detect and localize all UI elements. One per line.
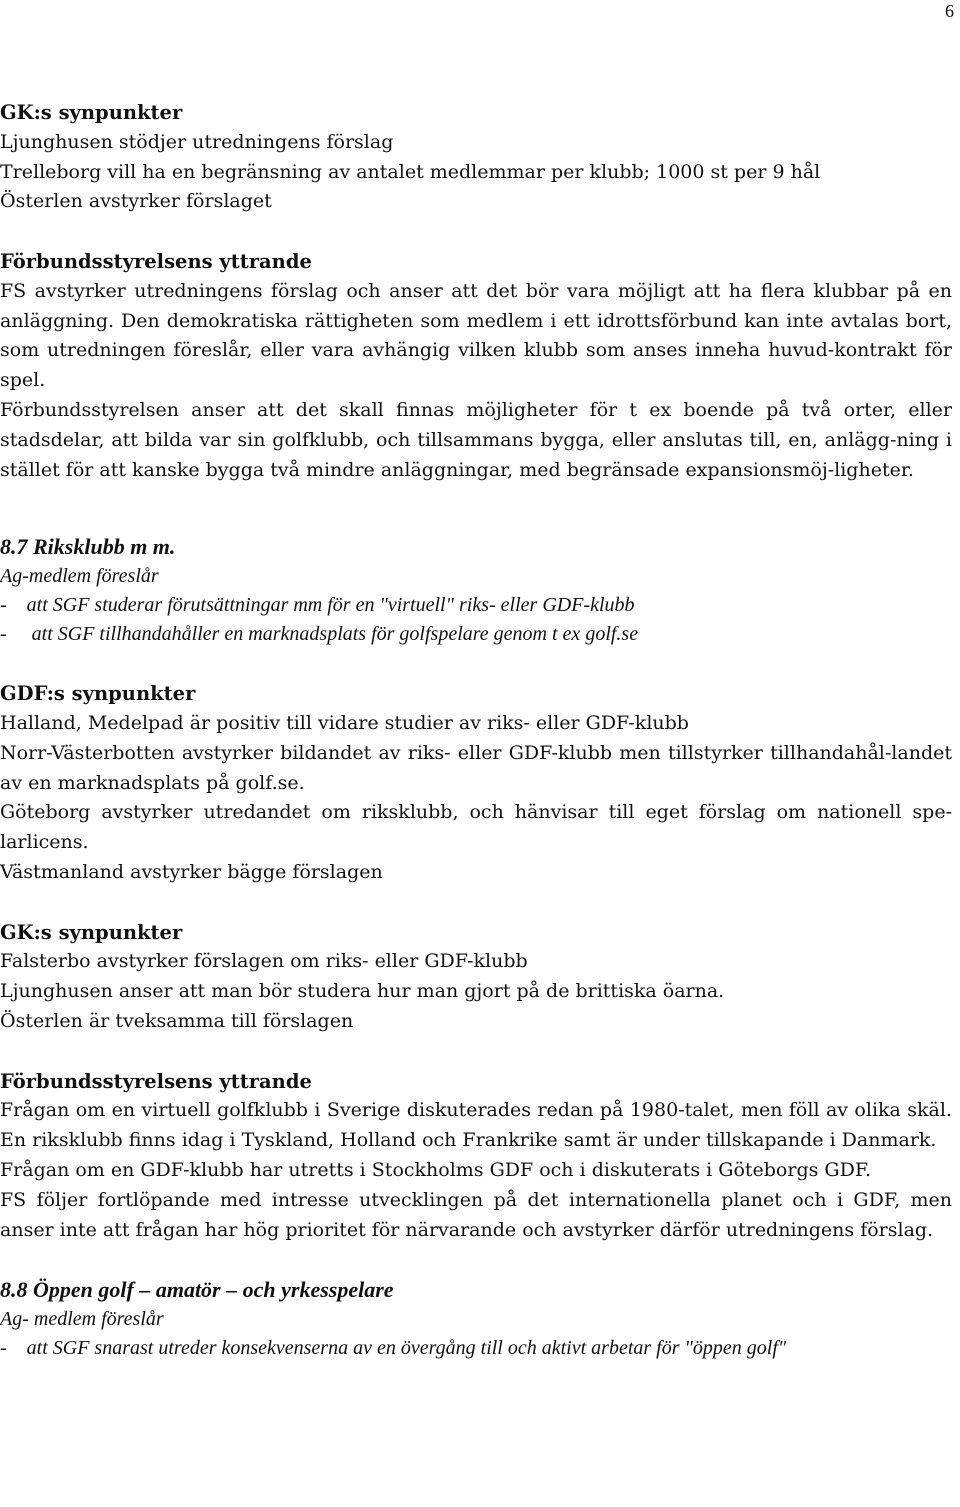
- section-8-8: [0, 1275, 952, 1363]
- section-heading: GK:s synpunkter: [0, 101, 183, 124]
- paragraph: Frågan om en GDF-klubb har utretts i Stockholms GDF och i diskuterats i Göteborgs GDF.: [0, 1158, 872, 1181]
- section-heading: Förbundsstyrelsens yttrande: [0, 249, 312, 273]
- section-heading: Förbundsstyrelsens yttrande: [0, 1069, 312, 1093]
- text-line: Österlen avstyrker förslaget: [0, 190, 272, 213]
- proposal-item: - att SGF snarast utreder konsekvenserna av en övergång till och aktivt arbetar för "öppen golf": [0, 1337, 787, 1360]
- paragraph: Norr-Västerbotten avstyrker bildandet av riks- eller GDF-klubb men tillstyrker tillhandahål-landet av en marknadsplats på golf.se.: [0, 741, 952, 794]
- text-line: Falsterbo avstyrker förslagen om riks- eller GDF-klubb: [0, 950, 528, 973]
- text-line: Österlen är tveksamma till förslagen: [0, 1009, 354, 1032]
- section-8-7: [0, 532, 952, 649]
- proposer-label: Ag- medlem föreslår: [0, 1308, 164, 1331]
- gdf-synpunkter-section: [0, 679, 952, 888]
- text-line: Ljunghusen anser att man bör studera hur man gjort på de brittiska öarna.: [0, 980, 725, 1003]
- gk-synpunkter-section-2: [0, 918, 952, 1037]
- section-heading: GDF:s synpunkter: [0, 682, 196, 706]
- gk-synpunkter-section-1: [0, 98, 952, 217]
- paragraph: Frågan om en virtuell golfklubb i Sverige diskuterades redan på 1980-talet, men föll av olika skäl. En riksklubb finns idag i Tyskland, Holland och Frankrike samt är under tillskapande i Danmark.: [0, 1099, 952, 1152]
- paragraph: Göteborg avstyrker utredandet om riksklubb, och hänvisar till eget förslag om nationell spe-larlicens.: [0, 801, 952, 854]
- section-title: 8.8 Öppen golf – amatör – och yrkesspelare: [0, 1277, 394, 1303]
- document-body: [0, 98, 952, 1363]
- fs-yttrande-section-2: [0, 1067, 952, 1246]
- fs-yttrande-section-1: [0, 247, 952, 485]
- page-number: 6: [945, 1, 954, 21]
- text-line: Ljunghusen stödjer utredningens förslag: [0, 130, 394, 153]
- paragraph: FS avstyrker utredningens förslag och anser att det bör vara möjligt att ha flera klubbar på en anläggning. Den demokratiska rättigheten som medlem i ett idrottsförbund kan inte avtalas bort, som utredningen föreslår, eller vara avhängig vilken klubb som anses inneha huvud-kontrakt för spel.: [0, 279, 952, 392]
- proposer-label: Ag-medlem föreslår: [0, 565, 159, 588]
- section-title: 8.7 Riksklubb m m.: [0, 534, 176, 560]
- proposal-item: - att SGF studerar förutsättningar mm för en "virtuell" riks- eller GDF-klubb: [0, 594, 635, 617]
- paragraph: FS följer fortlöpande med intresse utvecklingen på det internationella planet och i GDF, men anser inte att frågan har hög prioritet för närvarande och avstyrker därför utredningens förslag.: [0, 1188, 952, 1241]
- proposal-item: - att SGF tillhandahåller en marknadsplats för golfspelare genom t ex golf.se: [0, 623, 639, 646]
- text-line: Trelleborg vill ha en begränsning av antalet medlemmar per klubb; 1000 st per 9 hål: [0, 160, 821, 183]
- paragraph: Västmanland avstyrker bägge förslagen: [0, 860, 383, 883]
- paragraph: Förbundsstyrelsen anser att det skall finnas möjligheter för t ex boende på två orter, eller stadsdelar, att bilda var sin golfklubb, och tillsammans bygga, eller anslutas till, en, anlägg-ning i stället för att kanske bygga två mindre anläggningar, med begränsade expansionsmöj-ligheter.: [0, 398, 952, 481]
- paragraph: Halland, Medelpad är positiv till vidare studier av riks- eller GDF-klubb: [0, 711, 689, 734]
- section-heading: GK:s synpunkter: [0, 920, 183, 944]
